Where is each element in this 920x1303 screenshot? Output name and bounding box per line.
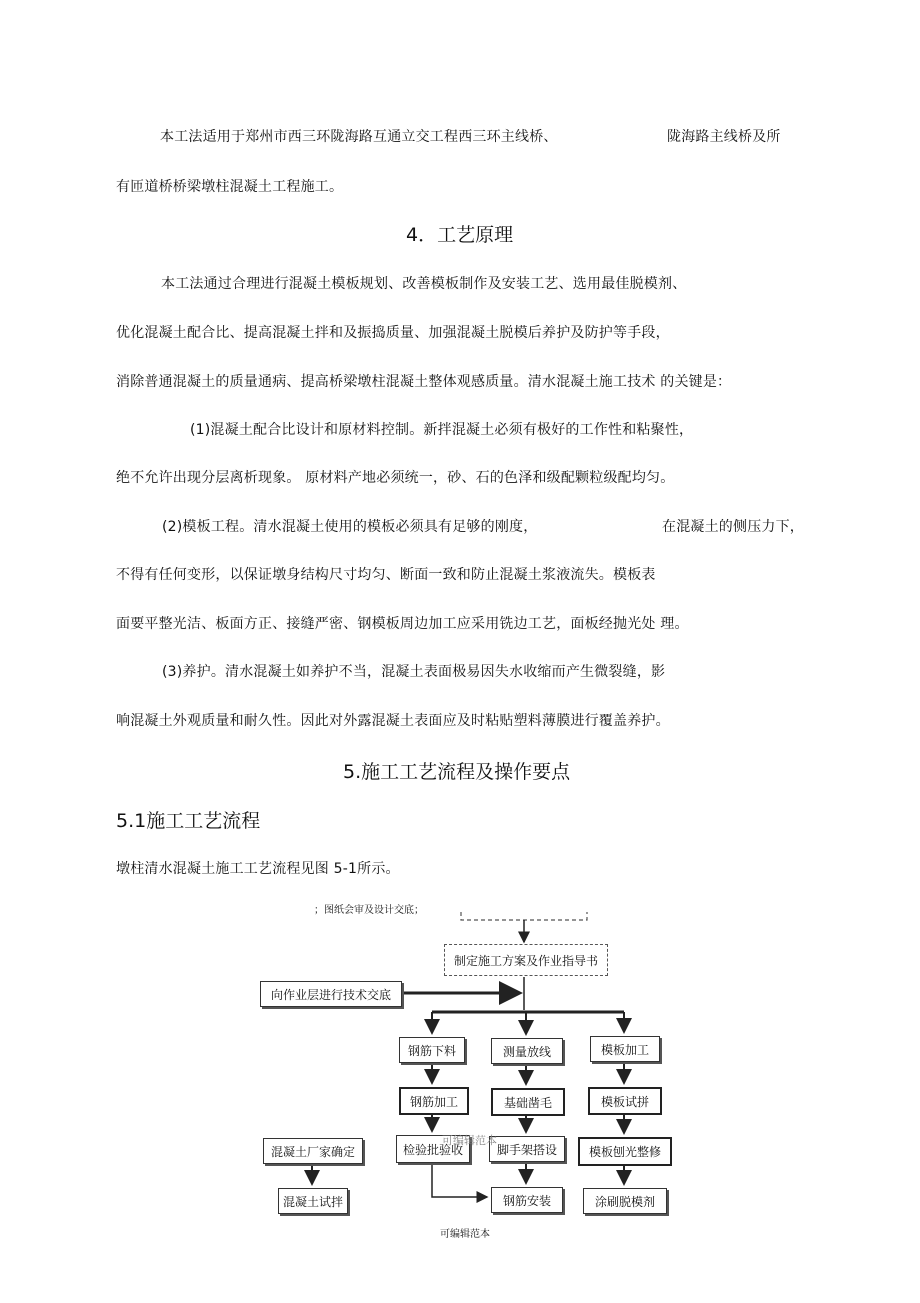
para2-line1: 本工法通过合理进行混凝土模板规划、改善模板制作及安装工艺、选用最佳脱模剂、 bbox=[161, 276, 687, 292]
section-5-1-heading: 5.1施工工艺流程 bbox=[116, 810, 261, 832]
box-formwork-polishing: 模板刨光整修 bbox=[578, 1137, 672, 1166]
box-rebar-installation: 钢筋安装 bbox=[491, 1187, 563, 1213]
figure-reference: 墩柱清水混凝土施工工艺流程见图 5-1所示。 bbox=[116, 861, 400, 877]
box-scaffold-erection: 脚手架搭设 bbox=[489, 1136, 565, 1162]
footer-watermark: 可编辑范本 bbox=[440, 1229, 490, 1240]
box-concrete-trial-mix: 混凝土试拌 bbox=[278, 1188, 348, 1214]
box-rebar-cutting: 钢筋下料 bbox=[399, 1037, 465, 1063]
para5-line2: 响混凝土外观质量和耐久性。因此对外露混凝土表面应及时粘贴塑料薄膜进行覆盖养护。 bbox=[116, 713, 670, 729]
para1-line1a: 本工法适用于郑州市西三环陇海路互通立交工程西三环主线桥、 bbox=[160, 129, 558, 145]
para1-line1b: 陇海路主线桥及所 bbox=[667, 129, 781, 145]
para1-line2: 有匝道桥桥梁墩柱混凝土工程施工。 bbox=[116, 179, 344, 195]
box-concrete-supplier: 混凝土厂家确定 bbox=[263, 1138, 363, 1164]
box-release-agent: 涂刷脱模剂 bbox=[583, 1188, 667, 1214]
box-inspection-acceptance: 检验批验收 bbox=[396, 1135, 470, 1163]
para4-line2: 不得有任何变形，以保证墩身结构尺寸均匀、断面一致和防止混凝土浆液流失。模板表 bbox=[116, 567, 656, 583]
flowchart-overlay-watermark: 可编辑范本 bbox=[442, 1134, 497, 1147]
box-formwork-trial-assembly: 模板试拼 bbox=[588, 1087, 662, 1115]
section-5-heading: 5.施工工艺流程及操作要点 bbox=[343, 761, 571, 783]
para2-line2: 优化混凝土配合比、提高混凝土拌和及振捣质量、加强混凝土脱模后养护及防护等手段， bbox=[116, 325, 670, 341]
arrow-col1-to-rebar-install bbox=[432, 1163, 487, 1197]
para2-line3: 消除普通混凝土的质量通病、提高桥梁墩柱混凝土整体观感质量。清水混凝土施工技术 的关键是： bbox=[116, 374, 732, 390]
para4-line3: 面要平整光洁、板面方正、接缝严密、钢模板周边加工应采用铣边工艺，面板经抛光处 理。 bbox=[116, 616, 689, 632]
box-foundation-chiseling: 基础凿毛 bbox=[491, 1088, 565, 1116]
para3-line1: (1)混凝土配合比设计和原材料控制。新拌混凝土必须有极好的工作性和粘聚性， bbox=[190, 422, 694, 438]
box-rebar-processing: 钢筋加工 bbox=[399, 1087, 469, 1115]
box-formwork-processing: 模板加工 bbox=[590, 1036, 660, 1062]
para5-line1: (3)养护。清水混凝土如养护不当，混凝土表面极易因失水收缩而产生微裂缝，影 bbox=[162, 664, 666, 680]
box-survey-layout: 测量放线 bbox=[491, 1038, 563, 1064]
box-briefing: 向作业层进行技术交底 bbox=[260, 981, 402, 1007]
flowchart-top-note: ；图纸会审及设计交底； bbox=[314, 905, 424, 916]
para4-line1b: 在混凝土的侧压力下， bbox=[662, 519, 804, 535]
section-4-heading: 4．工艺原理 bbox=[406, 224, 514, 246]
para4-line1a: (2)模板工程。清水混凝土使用的模板必须具有足够的刚度， bbox=[162, 519, 538, 535]
box-plan: 制定施工方案及作业指导书 bbox=[444, 944, 608, 976]
top-dashed-bracket bbox=[461, 912, 587, 920]
para3-line2: 绝不允许出现分层离析现象。 原材料产地必须统一，砂、石的色泽和级配颗粒级配均匀。 bbox=[116, 470, 675, 486]
